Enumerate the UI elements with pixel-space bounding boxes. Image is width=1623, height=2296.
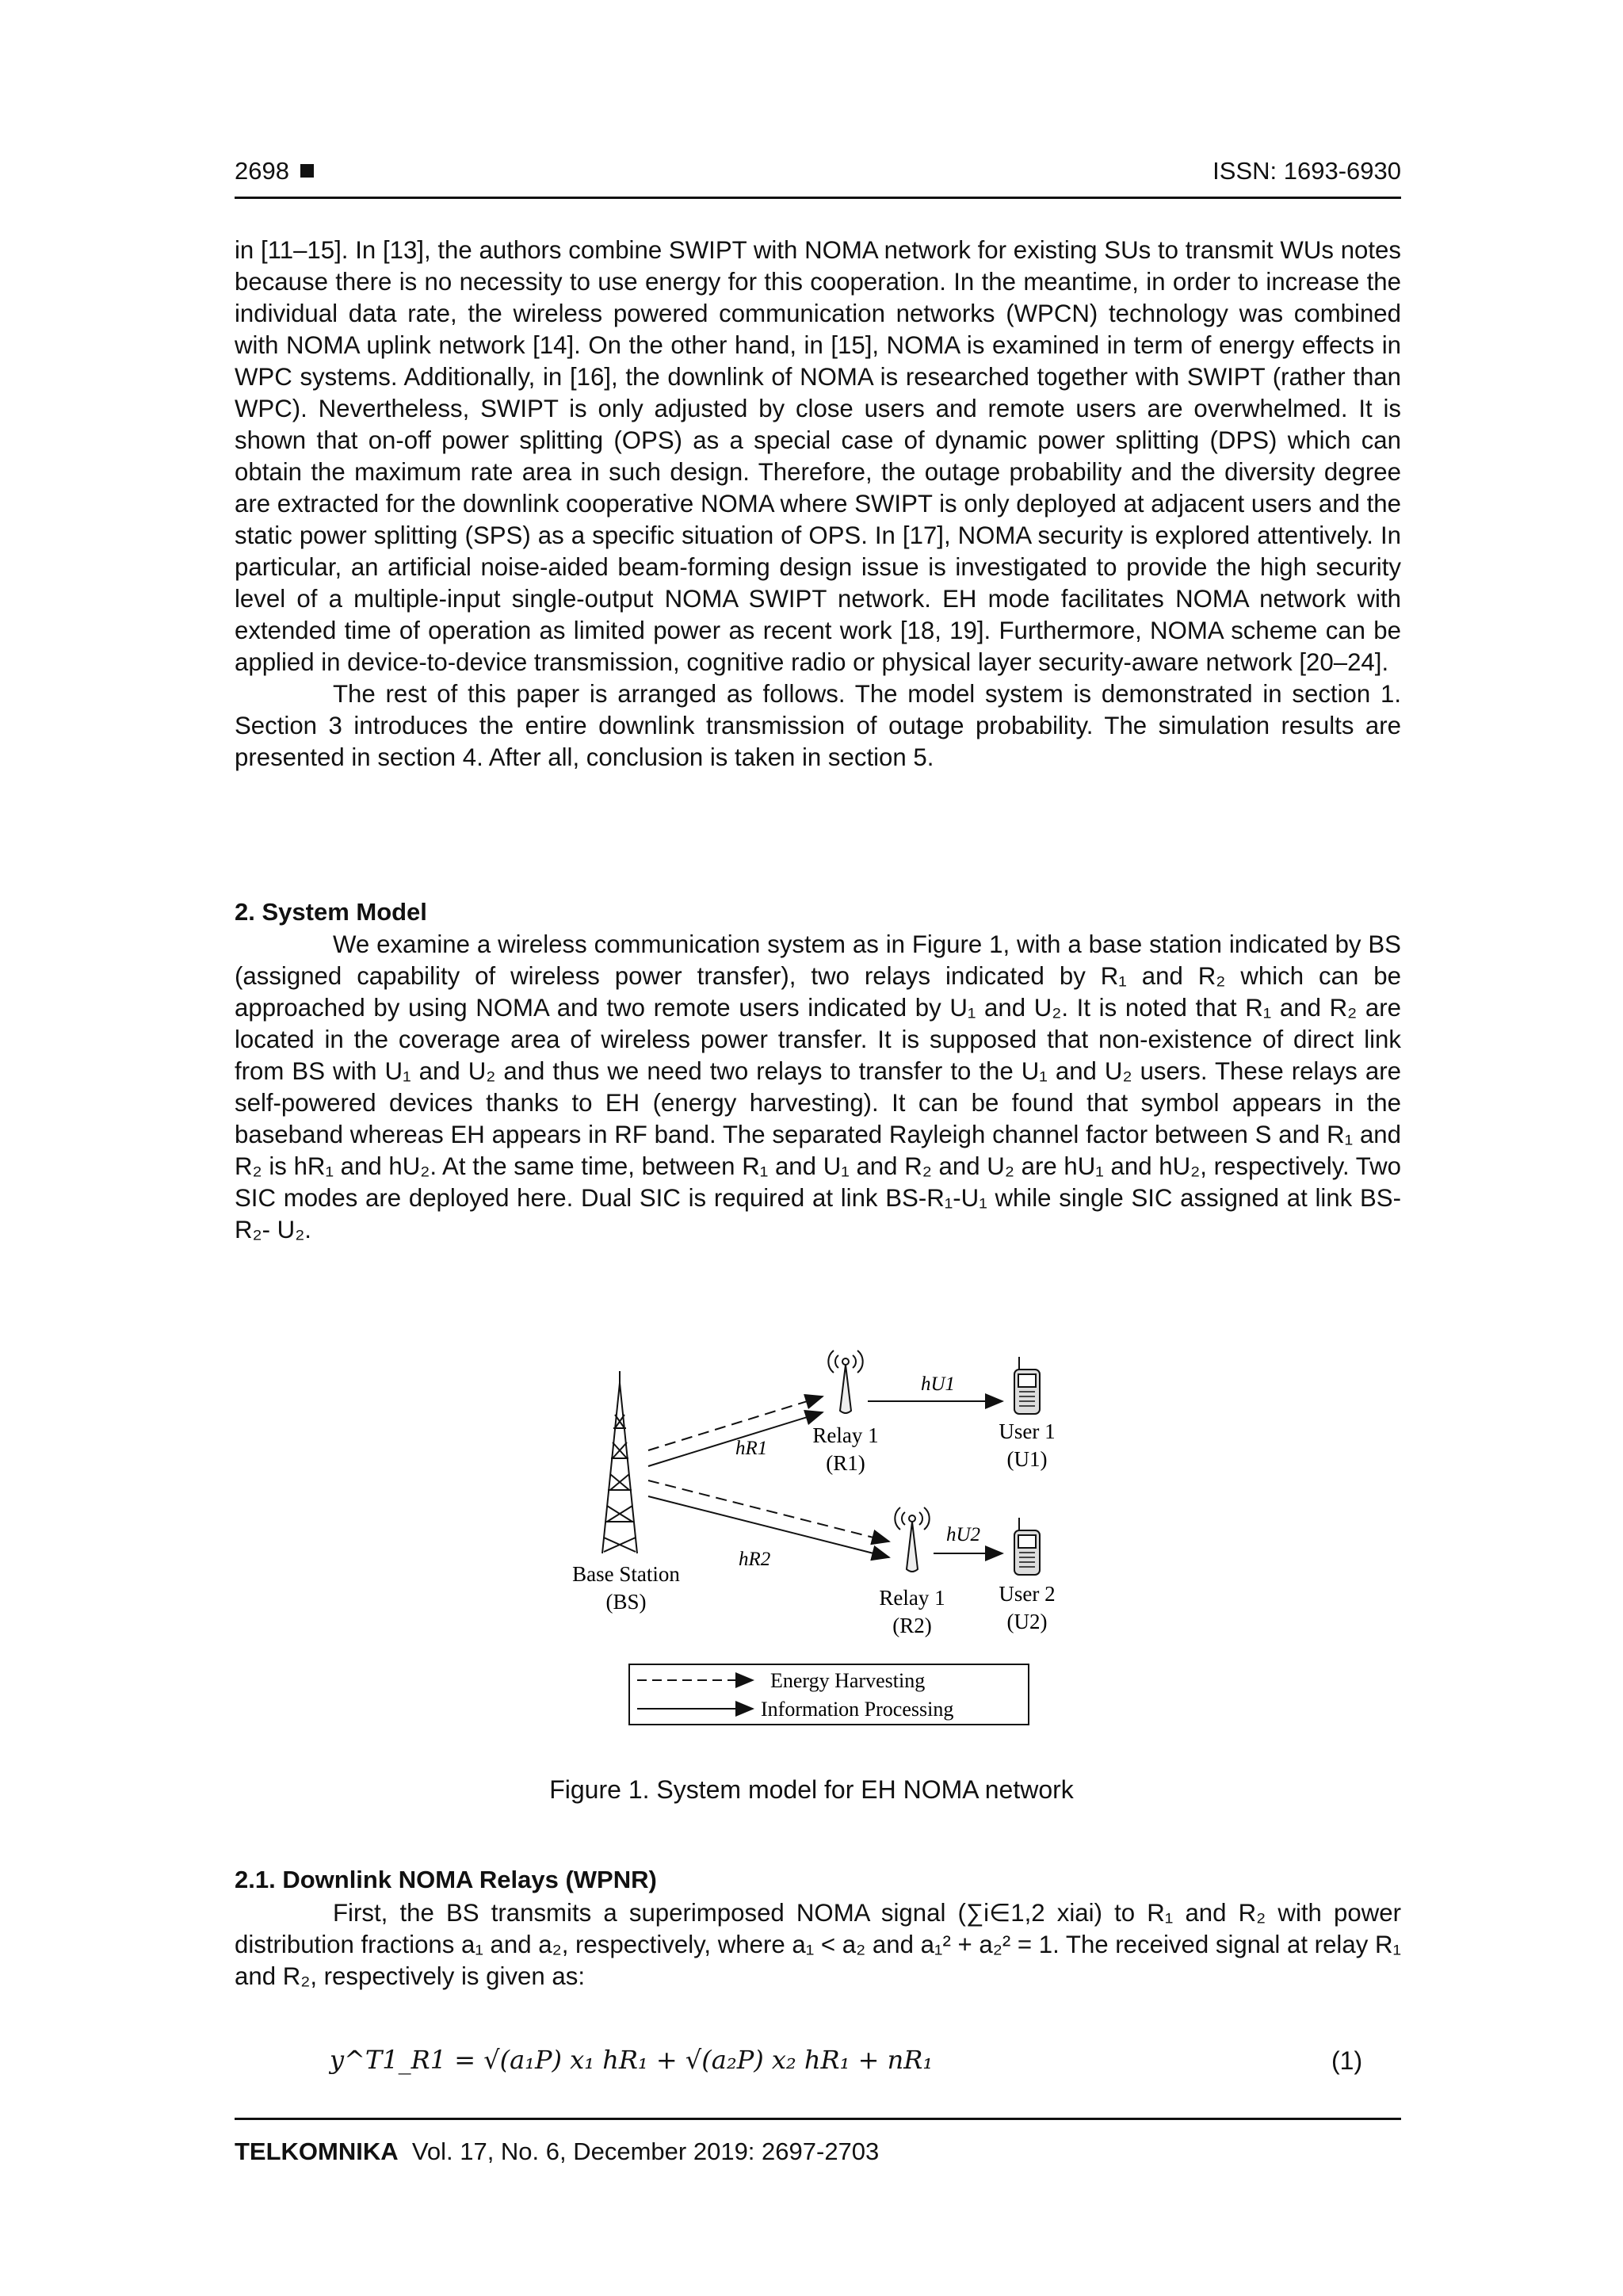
equation-1: y^T1_R1 = √(a₁P) x₁ hR₁ + √(a₂P) x₂ hR₁ + nR₁: [330, 2045, 934, 2075]
page-number: 2698: [235, 157, 314, 185]
figure-legend: [629, 1664, 1029, 1725]
outline-paragraph: The rest of this paper is arranged as follows. The model system is demonstrated in section 1. Section 3 introduces the entire downlink transmission of outage probability. The simulation results are presented in section 4. After all, conclusion is taken in section 5.: [235, 680, 1401, 771]
relay2-label-line2: (R2): [892, 1614, 932, 1637]
user2-label-line1: User 2: [999, 1582, 1056, 1606]
legend-info-label: Information Processing: [761, 1698, 954, 1721]
bs-label-line1: Base Station: [572, 1562, 680, 1586]
section-title: 2. System Model: [235, 898, 427, 926]
h-u1-label: hU1: [921, 1373, 956, 1395]
legend-energy-label: Energy Harvesting: [770, 1669, 926, 1692]
subsection-paragraph: First, the BS transmits a superimposed NOMA signal (∑i∈1,2 xiai) to R₁ and R₂ with power distribution fractions a₁ and a₂, respectively, where a₁ < a₂ and a₁² + a₂² = 1. The received signal at relay R₁ and R₂, respectively is given as:: [235, 1899, 1401, 1990]
base-station-tower-icon: [602, 1371, 637, 1553]
relay2-antenna-icon: [895, 1507, 929, 1572]
bs-label-line2: (BS): [605, 1590, 647, 1614]
issn: ISSN: 1693-6930: [1212, 157, 1401, 185]
intro-paragraph: in [11–15]. In [13], the authors combine SWIPT with NOMA network for existing SUs to transmit WUs notes because there is no necessity to use energy for this cooperation. In the meantime, in order to increase the individual data rate, the wireless powered communication networks (WPCN) technology was combined with NOMA uplink network [14]. On the other hand, in [15], NOMA is examined in term of energy effects in WPC systems. Additionally, in [16], the downlink of NOMA is researched together with SWIPT (rather than WPC). Nevertheless, SWIPT is only adjusted by close users and remote users are overwhelmed. It is shown that on-off power splitting (OPS) as a special case of dynamic power splitting (DPS) which can obtain the maximum rate area in such design. Therefore, the outage probability and the diversity degree are extracted for the downlink cooperative NOMA where SWIPT is only deployed at adjacent users and the static power splitting (SPS) as a specific situation of OPS. In [17], NOMA security is explored attentively. In particular, an artificial noise-aided beam-forming design issue is investigated to provide the high security level of a multiple-input single-output NOMA SWIPT network. EH mode facilitates NOMA network with extended time of operation as limited power as recent work [18, 19]. Furthermore, NOMA scheme can be applied in device-to-device transmission, cognitive radio or physical layer security-aware network [20–24].: [235, 236, 1401, 676]
subsection-text: [235, 1897, 1401, 1992]
journal-details: Vol. 17, No. 6, December 2019: 2697-2703: [411, 2137, 880, 2165]
user1-label-line2: (U1): [1006, 1447, 1048, 1471]
relay1-antenna-icon: [828, 1350, 862, 1413]
user1-label-line1: User 1: [999, 1419, 1056, 1443]
system-model-diagram: [555, 1339, 1109, 1752]
page-footer: [235, 2118, 1401, 2166]
equation-number: (1): [1331, 2046, 1363, 2075]
page-header: [235, 157, 1401, 199]
figure-caption: Figure 1. System model for EH NOMA network: [549, 1775, 1074, 1804]
relay2-label-line1: Relay 1: [879, 1586, 945, 1610]
square-bullet-icon: [300, 164, 314, 178]
system-model-text: [235, 929, 1401, 1246]
system-model-paragraph: We examine a wireless communication system as in Figure 1, with a base station indicated by BS (assigned capability of wireless power transfer), two relays indicated by R₁ and R₂ which can be approached by using NOMA and two remote users indicated by U₁ and U₂. It is noted that R₁ and R₂ are located in the coverage area of wireless power transfer. It is supposed that non-existence of direct link from BS with U₁ and U₂ and thus we need two relays to transfer to the U₁ and U₂ users. These relays are self-powered devices thanks to EH (energy harvesting). It can be found that symbol appears in the baseband whereas EH appears in RF band. The separated Rayleigh channel factor between S and R₁ and R₂ is hR₁ and hU₂. At the same time, between R₁ and U₁ and R₂ and U₂ are hU₁ and hU₂, respectively. Two SIC modes are deployed here. Dual SIC is required at link BS-R₁-U₁ while single SIC assigned at link BS-R₂- U₂.: [235, 930, 1401, 1244]
intro-text: [235, 235, 1401, 774]
relay1-label-line2: (R1): [826, 1451, 865, 1475]
user1-phone-icon: [1014, 1357, 1040, 1414]
bs-r2-energy-link: [648, 1480, 889, 1541]
journal-name: TELKOMNIKA: [235, 2137, 399, 2165]
subsection-title: 2.1. Downlink NOMA Relays (WPNR): [235, 1866, 657, 1893]
relay1-label-line1: Relay 1: [812, 1423, 879, 1447]
h-r1-label: hR1: [735, 1438, 768, 1459]
h-u2-label: hU2: [946, 1524, 981, 1545]
user2-phone-icon: [1014, 1518, 1040, 1575]
figure-1: [555, 1339, 1109, 1752]
h-r2-label: hR2: [739, 1549, 771, 1570]
user2-label-line2: (U2): [1006, 1610, 1048, 1633]
